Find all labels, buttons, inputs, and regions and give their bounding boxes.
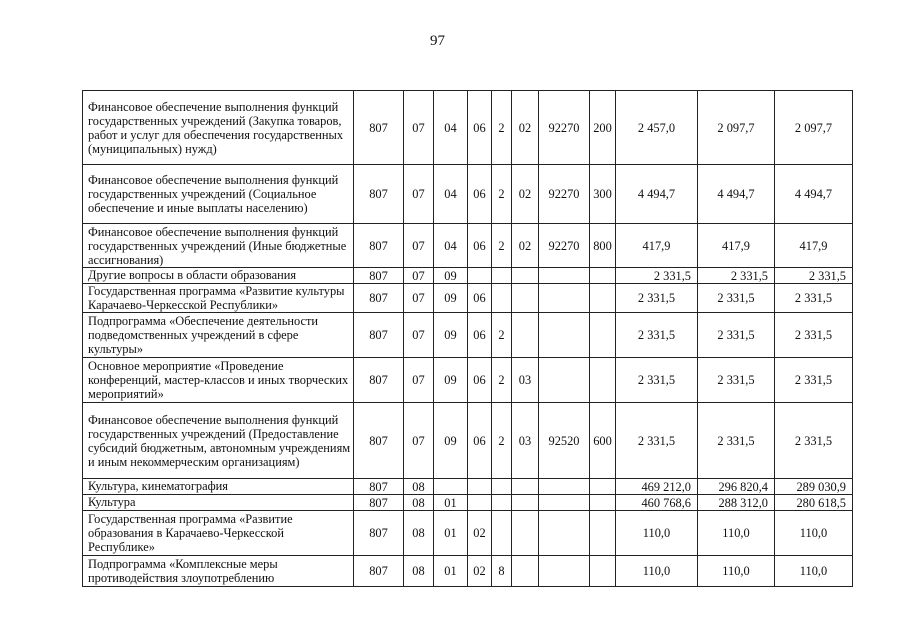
table-row [83,165,853,224]
cell-activity: 03 [512,358,539,403]
cell-amount-year-3: 289 030,9 [775,479,853,495]
cell-amount-year-2: 4 494,7 [698,165,775,224]
row-name: Подпрограмма «Обеспечение деятельности подведомственных учреждений в сфере культуры» [83,313,354,358]
table-row [83,91,853,165]
cell-expense-type [590,495,616,511]
cell-amount-year-1: 2 457,0 [616,91,698,165]
cell-activity [512,556,539,587]
cell-amount-year-2: 110,0 [698,556,775,587]
cell-direction: 92520 [539,403,590,479]
cell-amount-year-2: 288 312,0 [698,495,775,511]
cell-activity: 02 [512,224,539,268]
cell-subsection [434,479,468,495]
table-row [83,511,853,556]
cell-ministry-code: 807 [354,511,404,556]
cell-program [468,268,492,284]
table-row [83,358,853,403]
table-row [83,479,853,495]
row-name: Подпрограмма «Комплексные меры противодействия злоупотреблению [83,556,354,587]
cell-amount-year-1: 110,0 [616,511,698,556]
cell-ministry-code: 807 [354,479,404,495]
cell-amount-year-3: 2 331,5 [775,284,853,313]
cell-direction: 92270 [539,224,590,268]
cell-subprogram: 2 [492,358,512,403]
cell-subsection: 09 [434,403,468,479]
cell-amount-year-2: 2 331,5 [698,358,775,403]
cell-expense-type [590,511,616,556]
cell-amount-year-1: 2 331,5 [616,403,698,479]
page-number: 97 [430,33,445,49]
cell-amount-year-1: 2 331,5 [616,358,698,403]
cell-amount-year-3: 2 331,5 [775,358,853,403]
cell-amount-year-2: 110,0 [698,511,775,556]
cell-section: 07 [404,224,434,268]
cell-section: 08 [404,556,434,587]
cell-amount-year-1: 2 331,5 [616,284,698,313]
cell-subprogram [492,495,512,511]
cell-direction [539,556,590,587]
cell-expense-type [590,284,616,313]
cell-amount-year-3: 4 494,7 [775,165,853,224]
table-row [83,224,853,268]
cell-section: 08 [404,511,434,556]
cell-subprogram: 2 [492,224,512,268]
cell-subprogram: 2 [492,313,512,358]
cell-ministry-code: 807 [354,268,404,284]
cell-amount-year-3: 417,9 [775,224,853,268]
budget-table-body [83,91,853,587]
cell-direction [539,358,590,403]
cell-amount-year-2: 2 097,7 [698,91,775,165]
cell-amount-year-3: 2 331,5 [775,313,853,358]
cell-ministry-code: 807 [354,284,404,313]
cell-program: 06 [468,284,492,313]
cell-ministry-code: 807 [354,403,404,479]
cell-subprogram [492,268,512,284]
cell-section: 07 [404,403,434,479]
cell-subsection: 09 [434,284,468,313]
cell-activity [512,479,539,495]
cell-subsection: 04 [434,224,468,268]
row-name: Государственная программа «Развитие образования в Карачаево-Черкесской Республике» [83,511,354,556]
cell-amount-year-1: 417,9 [616,224,698,268]
cell-ministry-code: 807 [354,358,404,403]
cell-activity [512,284,539,313]
cell-program: 06 [468,358,492,403]
cell-amount-year-1: 2 331,5 [616,313,698,358]
row-name: Государственная программа «Развитие культуры Карачаево-Черкесской Республики» [83,284,354,313]
cell-direction [539,479,590,495]
cell-amount-year-2: 417,9 [698,224,775,268]
cell-program: 06 [468,91,492,165]
cell-subprogram: 2 [492,165,512,224]
cell-expense-type: 300 [590,165,616,224]
cell-program: 02 [468,556,492,587]
cell-subprogram: 8 [492,556,512,587]
cell-amount-year-3: 110,0 [775,556,853,587]
cell-amount-year-3: 110,0 [775,511,853,556]
cell-amount-year-3: 280 618,5 [775,495,853,511]
cell-program: 06 [468,224,492,268]
cell-subprogram [492,511,512,556]
cell-activity: 02 [512,165,539,224]
cell-ministry-code: 807 [354,495,404,511]
cell-expense-type: 600 [590,403,616,479]
row-name: Финансовое обеспечение выполнения функций государственных учреждений (Предоставление субсидий бюджетным, автономным учреждениям и иным некоммерческим организациям) [83,403,354,479]
cell-subprogram: 2 [492,403,512,479]
cell-amount-year-3: 2 331,5 [775,403,853,479]
table-row [83,403,853,479]
cell-expense-type [590,479,616,495]
cell-amount-year-2: 2 331,5 [698,268,775,284]
cell-direction: 92270 [539,91,590,165]
cell-section: 08 [404,495,434,511]
cell-subsection: 04 [434,91,468,165]
cell-program [468,495,492,511]
cell-program: 06 [468,165,492,224]
cell-amount-year-2: 2 331,5 [698,403,775,479]
cell-subsection: 01 [434,511,468,556]
row-name: Финансовое обеспечение выполнения функций государственных учреждений (Закупка товаров, работ и услуг для обеспечения государственных (муниципальных) нужд) [83,91,354,165]
row-name: Финансовое обеспечение выполнения функций государственных учреждений (Социальное обеспечение и иные выплаты населению) [83,165,354,224]
row-name: Другие вопросы в области образования [83,268,354,284]
cell-expense-type [590,313,616,358]
budget-table [82,90,853,587]
cell-subsection: 04 [434,165,468,224]
table-row [83,495,853,511]
cell-amount-year-2: 296 820,4 [698,479,775,495]
cell-expense-type [590,268,616,284]
cell-program: 02 [468,511,492,556]
cell-amount-year-3: 2 331,5 [775,268,853,284]
cell-direction: 92270 [539,165,590,224]
cell-expense-type: 800 [590,224,616,268]
cell-direction [539,284,590,313]
cell-subsection: 01 [434,556,468,587]
cell-section: 07 [404,358,434,403]
cell-subsection: 09 [434,358,468,403]
cell-activity [512,495,539,511]
cell-expense-type [590,556,616,587]
cell-section: 07 [404,165,434,224]
table-row [83,284,853,313]
cell-section: 07 [404,313,434,358]
cell-amount-year-2: 2 331,5 [698,284,775,313]
cell-subsection: 01 [434,495,468,511]
table-row [83,556,853,587]
cell-subprogram [492,479,512,495]
cell-ministry-code: 807 [354,91,404,165]
cell-amount-year-1: 110,0 [616,556,698,587]
cell-activity [512,313,539,358]
cell-subprogram: 2 [492,91,512,165]
cell-section: 07 [404,284,434,313]
cell-amount-year-3: 2 097,7 [775,91,853,165]
cell-amount-year-1: 2 331,5 [616,268,698,284]
cell-subprogram [492,284,512,313]
cell-expense-type [590,358,616,403]
cell-subsection: 09 [434,313,468,358]
cell-amount-year-1: 4 494,7 [616,165,698,224]
cell-section: 07 [404,91,434,165]
cell-activity [512,268,539,284]
cell-program: 06 [468,313,492,358]
cell-section: 07 [404,268,434,284]
cell-activity [512,511,539,556]
cell-activity: 03 [512,403,539,479]
row-name: Культура, кинематография [83,479,354,495]
cell-amount-year-2: 2 331,5 [698,313,775,358]
cell-subsection: 09 [434,268,468,284]
cell-amount-year-1: 460 768,6 [616,495,698,511]
cell-amount-year-1: 469 212,0 [616,479,698,495]
cell-expense-type: 200 [590,91,616,165]
cell-section: 08 [404,479,434,495]
cell-direction [539,268,590,284]
cell-ministry-code: 807 [354,556,404,587]
cell-direction [539,511,590,556]
row-name: Финансовое обеспечение выполнения функций государственных учреждений (Иные бюджетные ассигнования) [83,224,354,268]
cell-ministry-code: 807 [354,313,404,358]
row-name: Основное мероприятие «Проведение конференций, мастер-классов и иных творческих мероприятий» [83,358,354,403]
row-name: Культура [83,495,354,511]
cell-ministry-code: 807 [354,165,404,224]
table-row [83,268,853,284]
cell-direction [539,495,590,511]
cell-activity: 02 [512,91,539,165]
cell-program [468,479,492,495]
cell-direction [539,313,590,358]
cell-program: 06 [468,403,492,479]
cell-ministry-code: 807 [354,224,404,268]
table-row [83,313,853,358]
